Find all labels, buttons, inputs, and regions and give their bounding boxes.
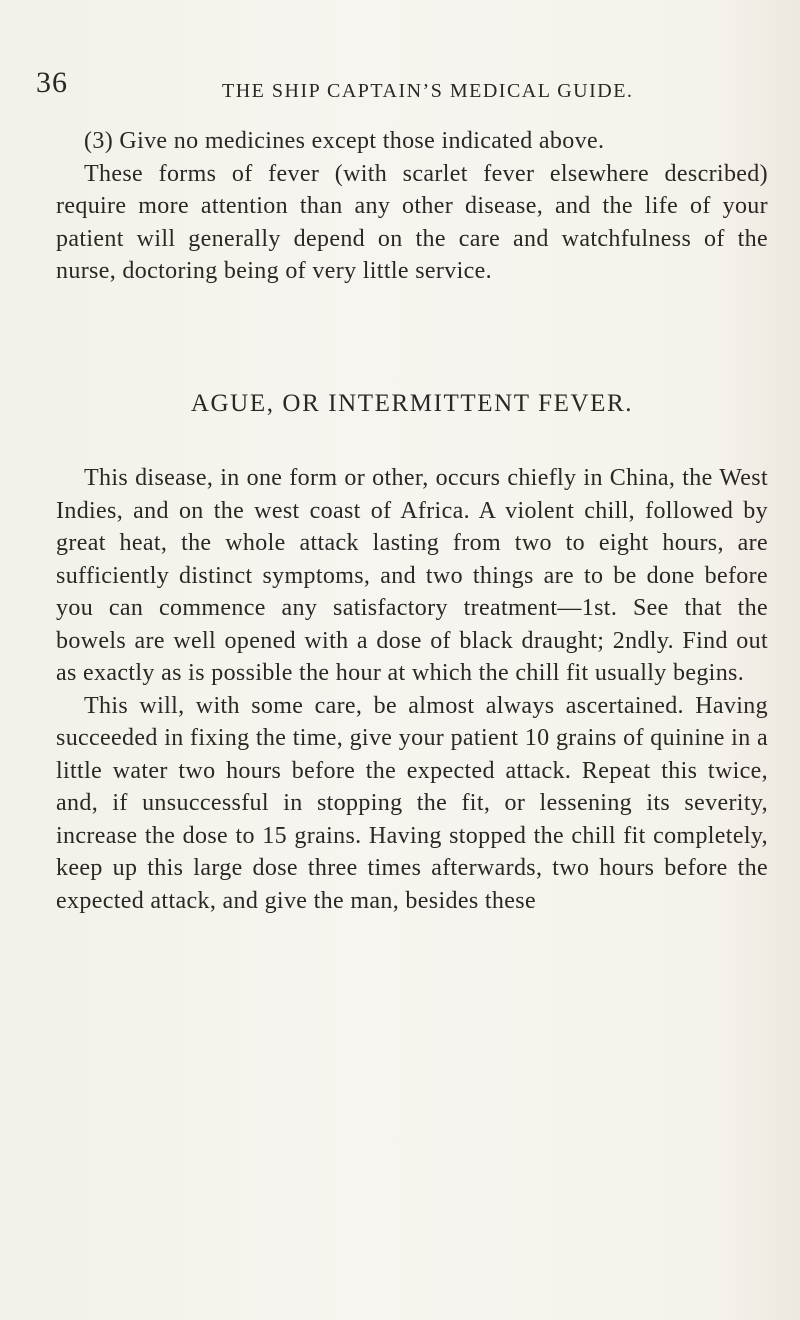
intro-text-block	[56, 125, 768, 288]
paragraph: This will, with some care, be almost always ascertained. Having succeeded in fixing the time, give your patient 10 grains of quinine in a little water two hours before the expected attack. Repeat this twice, and, if unsuccessful in stopping the fit, or lessening its severity, increase the dose to 15 grains. Having stopped the chill fit completely, keep up this large dose three times afterwards, two hours before the expected attack, and give the man, besides these	[56, 692, 768, 914]
section-heading: AGUE, OR INTERMITTENT FEVER.	[190, 390, 634, 417]
page-number: 36	[36, 66, 68, 99]
paragraph: This disease, in one form or other, occurs chiefly in China, the West Indies, and on the west coast of Africa. A violent chill, followed by great heat, the whole attack lasting from two to eight hours, are sufficiently distinct symptoms, and two things are to be done before you can commence any satisfactory treatment—1st. See that the bowels are well opened with a dose of black draught; 2ndly. Find out as exactly as is possible the hour at which the chill fit usually begins.	[56, 465, 768, 686]
running-head	[36, 66, 736, 106]
paragraph: (3) Give no medicines except those indicated above.	[84, 128, 605, 154]
ague-text-block	[56, 462, 768, 917]
book-title-header: THE SHIP CAPTAIN’S MEDICAL GUIDE.	[222, 80, 634, 102]
paragraph: These forms of fever (with scarlet fever elsewhere described) require more attention than any other disease, and the life of your patient will generally depend on the care and watchfulness of the nurse, doctoring being of very little service.	[56, 160, 768, 284]
